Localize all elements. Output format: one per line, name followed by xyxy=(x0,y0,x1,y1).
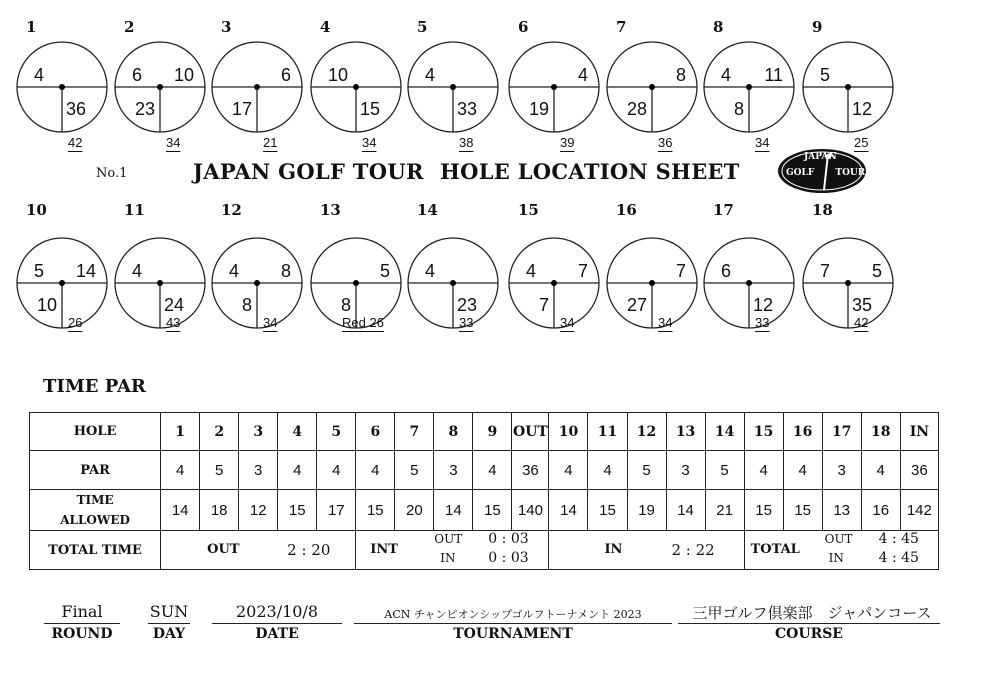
hole-number: 6 xyxy=(518,18,529,36)
green-circle-icon xyxy=(606,41,698,133)
row-par-cell: 4 xyxy=(588,451,627,490)
pin-distance-br: 12 xyxy=(753,295,774,315)
pin-distance-br: 24 xyxy=(164,295,185,315)
green-depth: 34 xyxy=(263,315,278,330)
day-underline xyxy=(148,623,190,624)
green-circle-icon xyxy=(802,237,894,329)
pin-distance-tl: 4 xyxy=(229,261,240,281)
round-underline xyxy=(44,623,120,624)
row-par-cell: 5 xyxy=(200,451,239,490)
row-hole-cell: 7 xyxy=(395,413,434,451)
green-circle-icon xyxy=(703,237,795,329)
row-hole-cell: 3 xyxy=(239,413,278,451)
row-par-cell: 5 xyxy=(705,451,744,490)
row-time-cell: 14 xyxy=(161,490,200,531)
hole-row xyxy=(30,413,939,451)
total-out-label: OUT xyxy=(207,542,240,557)
row-par-cell: 36 xyxy=(512,451,549,490)
date-label: DATE xyxy=(255,626,299,642)
row-hole-cell: OUT xyxy=(512,413,549,451)
row-hole-cell: 8 xyxy=(434,413,473,451)
row-hole-cell: 2 xyxy=(200,413,239,451)
total-out-value: 2 : 20 xyxy=(287,541,331,559)
pin-distance-bl: 8 xyxy=(241,295,252,315)
pin-distance-tr: 8 xyxy=(280,261,291,281)
green-circle-icon xyxy=(508,41,600,133)
pin-distance-tr: 4 xyxy=(577,65,588,85)
total-out-cell xyxy=(161,531,356,570)
row-time-cell: 21 xyxy=(705,490,744,531)
time-allowed-row xyxy=(30,490,939,531)
grand-in-label: IN xyxy=(828,551,844,565)
row-time-cell: 18 xyxy=(200,490,239,531)
time-par-table xyxy=(29,412,939,570)
green-circle-icon xyxy=(802,41,894,133)
hole-diagram xyxy=(407,237,499,329)
round-value: Final xyxy=(61,602,103,621)
hole-number: 16 xyxy=(616,201,637,219)
hole-diagram xyxy=(310,41,402,133)
green-depth: 34 xyxy=(166,135,181,150)
pin-distance-tr: 7 xyxy=(577,261,588,281)
pin-distance-bl: 7 xyxy=(538,295,549,315)
row-hole-cell: 12 xyxy=(627,413,666,451)
row-par-cell: 36 xyxy=(900,451,938,490)
title-japan-golf-tour: JAPAN GOLF TOUR xyxy=(193,159,424,184)
row-hole-cell: 15 xyxy=(744,413,783,451)
total-in-value: 2 : 22 xyxy=(671,541,715,559)
green-depth: 34 xyxy=(362,135,377,150)
row-hole-cell: 17 xyxy=(822,413,861,451)
total-in-label: IN xyxy=(604,542,623,557)
row-par-cell: 4 xyxy=(278,451,317,490)
row-time-cell: 14 xyxy=(434,490,473,531)
pin-distance-tl: 6 xyxy=(132,65,143,85)
grand-out-value: 4 : 45 xyxy=(878,531,919,547)
green-circle-icon xyxy=(703,41,795,133)
green-circle-icon xyxy=(114,237,206,329)
pin-distance-tl: 4 xyxy=(721,65,732,85)
int-out-label: OUT xyxy=(434,532,463,546)
hole-number: 12 xyxy=(221,201,242,219)
pin-distance-tr: 5 xyxy=(871,261,882,281)
int-in-value: 0 : 03 xyxy=(488,550,529,566)
row-hole-cell: 5 xyxy=(317,413,356,451)
tour-logo xyxy=(776,146,868,196)
green-depth: 25 xyxy=(854,135,869,150)
green-circle-icon xyxy=(606,237,698,329)
pin-distance-bl: 23 xyxy=(134,99,155,119)
time-label: TIME xyxy=(76,493,114,507)
pin-distance-tl: 4 xyxy=(425,261,436,281)
pin-distance-bl: 8 xyxy=(733,99,744,119)
row-time-cell: 15 xyxy=(744,490,783,531)
pin-distance-bl: 19 xyxy=(528,99,549,119)
time-par-heading: TIME PAR xyxy=(43,376,146,397)
pin-distance-bl: 17 xyxy=(231,99,252,119)
pin-distance-tl: 10 xyxy=(328,65,349,85)
hole-diagram xyxy=(211,41,303,133)
hole-diagram xyxy=(114,237,206,329)
hole-number: 2 xyxy=(124,18,135,36)
green-circle-icon xyxy=(407,41,499,133)
row-hole-cell: 10 xyxy=(549,413,588,451)
green-circle-icon xyxy=(16,237,108,329)
hole-diagram xyxy=(703,237,795,329)
pin-distance-br: 12 xyxy=(852,99,873,119)
pin-distance-tl: 4 xyxy=(425,65,436,85)
row-hole-cell: 14 xyxy=(705,413,744,451)
row-par-cell: 3 xyxy=(239,451,278,490)
green-depth: 38 xyxy=(459,135,474,150)
int-out-value: 0 : 03 xyxy=(488,531,529,547)
hole-number: 7 xyxy=(616,18,627,36)
hole-diagram xyxy=(16,237,108,329)
pin-distance-bl: 8 xyxy=(340,295,351,315)
hole-number: 11 xyxy=(124,201,145,219)
green-depth: 43 xyxy=(166,315,181,330)
green-circle-icon xyxy=(114,41,206,133)
course-underline xyxy=(678,623,940,624)
row-time-cell: 15 xyxy=(783,490,822,531)
row-hole-cell: 1 xyxy=(161,413,200,451)
row-hole-cell: 18 xyxy=(861,413,900,451)
hole-diagram xyxy=(606,41,698,133)
hole-diagram xyxy=(802,237,894,329)
hole-number: 4 xyxy=(320,18,331,36)
total-in-cell xyxy=(549,531,744,570)
total-time-row xyxy=(30,531,939,570)
time-allowed-label xyxy=(30,490,161,531)
row-par-cell: 4 xyxy=(356,451,395,490)
green-depth: 34 xyxy=(658,315,673,330)
day-label: DAY xyxy=(152,626,186,642)
pin-distance-br: 23 xyxy=(457,295,478,315)
pin-distance-bl: 27 xyxy=(626,295,647,315)
hole-diagram xyxy=(508,41,600,133)
green-circle-icon xyxy=(508,237,600,329)
green-circle-icon xyxy=(310,41,402,133)
pin-distance-tl: 7 xyxy=(820,261,831,281)
tournament-label: TOURNAMENT xyxy=(453,626,573,642)
title-hole-location-sheet: HOLE LOCATION SHEET xyxy=(440,159,740,184)
pin-distance-tr: 11 xyxy=(764,65,783,85)
course-value: 三甲ゴルフ倶楽部 ジャパンコース xyxy=(692,604,932,622)
total-int-label: INT xyxy=(370,542,398,557)
hole-number: 9 xyxy=(812,18,823,36)
row-hole-cell: 13 xyxy=(666,413,705,451)
hole-number: 10 xyxy=(26,201,47,219)
row-hole-cell: IN xyxy=(900,413,938,451)
row-hole-cell: 9 xyxy=(473,413,512,451)
hole-diagram xyxy=(114,41,206,133)
pin-distance-br: 35 xyxy=(852,295,873,315)
green-depth: 33 xyxy=(459,315,474,330)
green-depth: 26 xyxy=(68,315,83,330)
pin-distance-bl: 28 xyxy=(626,99,647,119)
hole-number: 17 xyxy=(713,201,734,219)
hole-number: 13 xyxy=(320,201,341,219)
green-circle-icon xyxy=(16,41,108,133)
green-depth: 39 xyxy=(560,135,575,150)
pin-distance-tl: 5 xyxy=(820,65,831,85)
tournament-underline xyxy=(354,623,672,624)
row-par-cell: 4 xyxy=(161,451,200,490)
row-time-cell: 14 xyxy=(666,490,705,531)
green-depth: 33 xyxy=(755,315,770,330)
row-par-cell: 4 xyxy=(317,451,356,490)
hole-diagram xyxy=(211,237,303,329)
row-time-cell: 16 xyxy=(861,490,900,531)
row-time-cell: 142 xyxy=(900,490,938,531)
row-time-cell: 15 xyxy=(473,490,512,531)
hole-number: 5 xyxy=(417,18,428,36)
green-depth: 34 xyxy=(755,135,770,150)
hole-number: 14 xyxy=(417,201,438,219)
row-par-cell: 4 xyxy=(861,451,900,490)
round-label: ROUND xyxy=(51,626,113,642)
date-underline xyxy=(212,623,342,624)
row-par-cell: 5 xyxy=(627,451,666,490)
row-time-cell: 14 xyxy=(549,490,588,531)
green-depth: Red 26 xyxy=(342,315,384,330)
row-par-cell: 3 xyxy=(434,451,473,490)
green-circle-icon xyxy=(211,41,303,133)
row-hole-cell: 16 xyxy=(783,413,822,451)
row-hole-cell: 11 xyxy=(588,413,627,451)
date-value: 2023/10/8 xyxy=(235,602,319,621)
logo-text-bottom: GOLF TOUR xyxy=(786,168,866,178)
green-circle-icon xyxy=(407,237,499,329)
hole-diagram xyxy=(508,237,600,329)
hole-diagram xyxy=(802,41,894,133)
hole-number: 8 xyxy=(713,18,724,36)
pin-distance-br: 15 xyxy=(360,99,381,119)
total-int-cell xyxy=(356,531,549,570)
total-grand-cell xyxy=(744,531,938,570)
tournament-value: ACN チャンピオンシップゴルフトーナメント 2023 xyxy=(384,608,642,621)
green-circle-icon xyxy=(211,237,303,329)
row-par-cell: 3 xyxy=(666,451,705,490)
hole-row-label: HOLE xyxy=(30,413,161,451)
pin-distance-tr: 6 xyxy=(280,65,291,85)
sheet-number: No.1 xyxy=(96,166,128,181)
row-time-cell: 15 xyxy=(278,490,317,531)
total-time-label: TOTAL TIME xyxy=(30,531,161,570)
pin-distance-tr: 10 xyxy=(173,65,194,85)
allowed-label: ALLOWED xyxy=(60,513,130,527)
int-in-label: IN xyxy=(440,551,456,565)
row-hole-cell: 4 xyxy=(278,413,317,451)
row-hole-cell: 6 xyxy=(356,413,395,451)
hole-diagram xyxy=(16,41,108,133)
row-par-cell: 5 xyxy=(395,451,434,490)
pin-distance-tl: 4 xyxy=(132,261,143,281)
row-par-cell: 3 xyxy=(822,451,861,490)
hole-number: 1 xyxy=(26,18,37,36)
row-time-cell: 13 xyxy=(822,490,861,531)
pin-distance-br: 33 xyxy=(457,99,478,119)
row-par-cell: 4 xyxy=(744,451,783,490)
row-time-cell: 17 xyxy=(317,490,356,531)
hole-number: 15 xyxy=(518,201,539,219)
pin-distance-tl: 4 xyxy=(526,261,537,281)
pin-distance-tl: 6 xyxy=(721,261,732,281)
pin-distance-tl: 5 xyxy=(34,261,45,281)
pin-distance-tl: 4 xyxy=(34,65,45,85)
day-value: SUN xyxy=(149,602,189,621)
row-par-cell: 4 xyxy=(783,451,822,490)
row-time-cell: 15 xyxy=(588,490,627,531)
pin-distance-tr: 8 xyxy=(675,65,686,85)
row-par-cell: 4 xyxy=(549,451,588,490)
green-depth: 21 xyxy=(263,135,278,150)
par-row xyxy=(30,451,939,490)
green-depth: 42 xyxy=(68,135,83,150)
grand-out-label: OUT xyxy=(824,532,853,546)
hole-diagram xyxy=(703,41,795,133)
course-label: COURSE xyxy=(775,626,843,642)
green-depth: 34 xyxy=(560,315,575,330)
green-depth: 36 xyxy=(658,135,673,150)
hole-diagram xyxy=(407,41,499,133)
grand-in-value: 4 : 45 xyxy=(878,550,919,566)
pin-distance-br: 36 xyxy=(66,99,87,119)
par-row-label: PAR xyxy=(30,451,161,490)
logo-text-top: JAPAN xyxy=(804,152,837,162)
hole-number: 3 xyxy=(221,18,232,36)
hole-number: 18 xyxy=(812,201,833,219)
row-time-cell: 15 xyxy=(356,490,395,531)
row-time-cell: 140 xyxy=(512,490,549,531)
hole-diagram xyxy=(606,237,698,329)
pin-distance-tr: 5 xyxy=(379,261,390,281)
row-time-cell: 20 xyxy=(395,490,434,531)
total-grand-label: TOTAL xyxy=(750,542,800,557)
row-time-cell: 12 xyxy=(239,490,278,531)
green-depth: 42 xyxy=(854,315,869,330)
pin-distance-tr: 14 xyxy=(75,261,96,281)
row-time-cell: 19 xyxy=(627,490,666,531)
row-par-cell: 4 xyxy=(473,451,512,490)
pin-distance-bl: 10 xyxy=(36,295,57,315)
pin-distance-tr: 7 xyxy=(675,261,686,281)
